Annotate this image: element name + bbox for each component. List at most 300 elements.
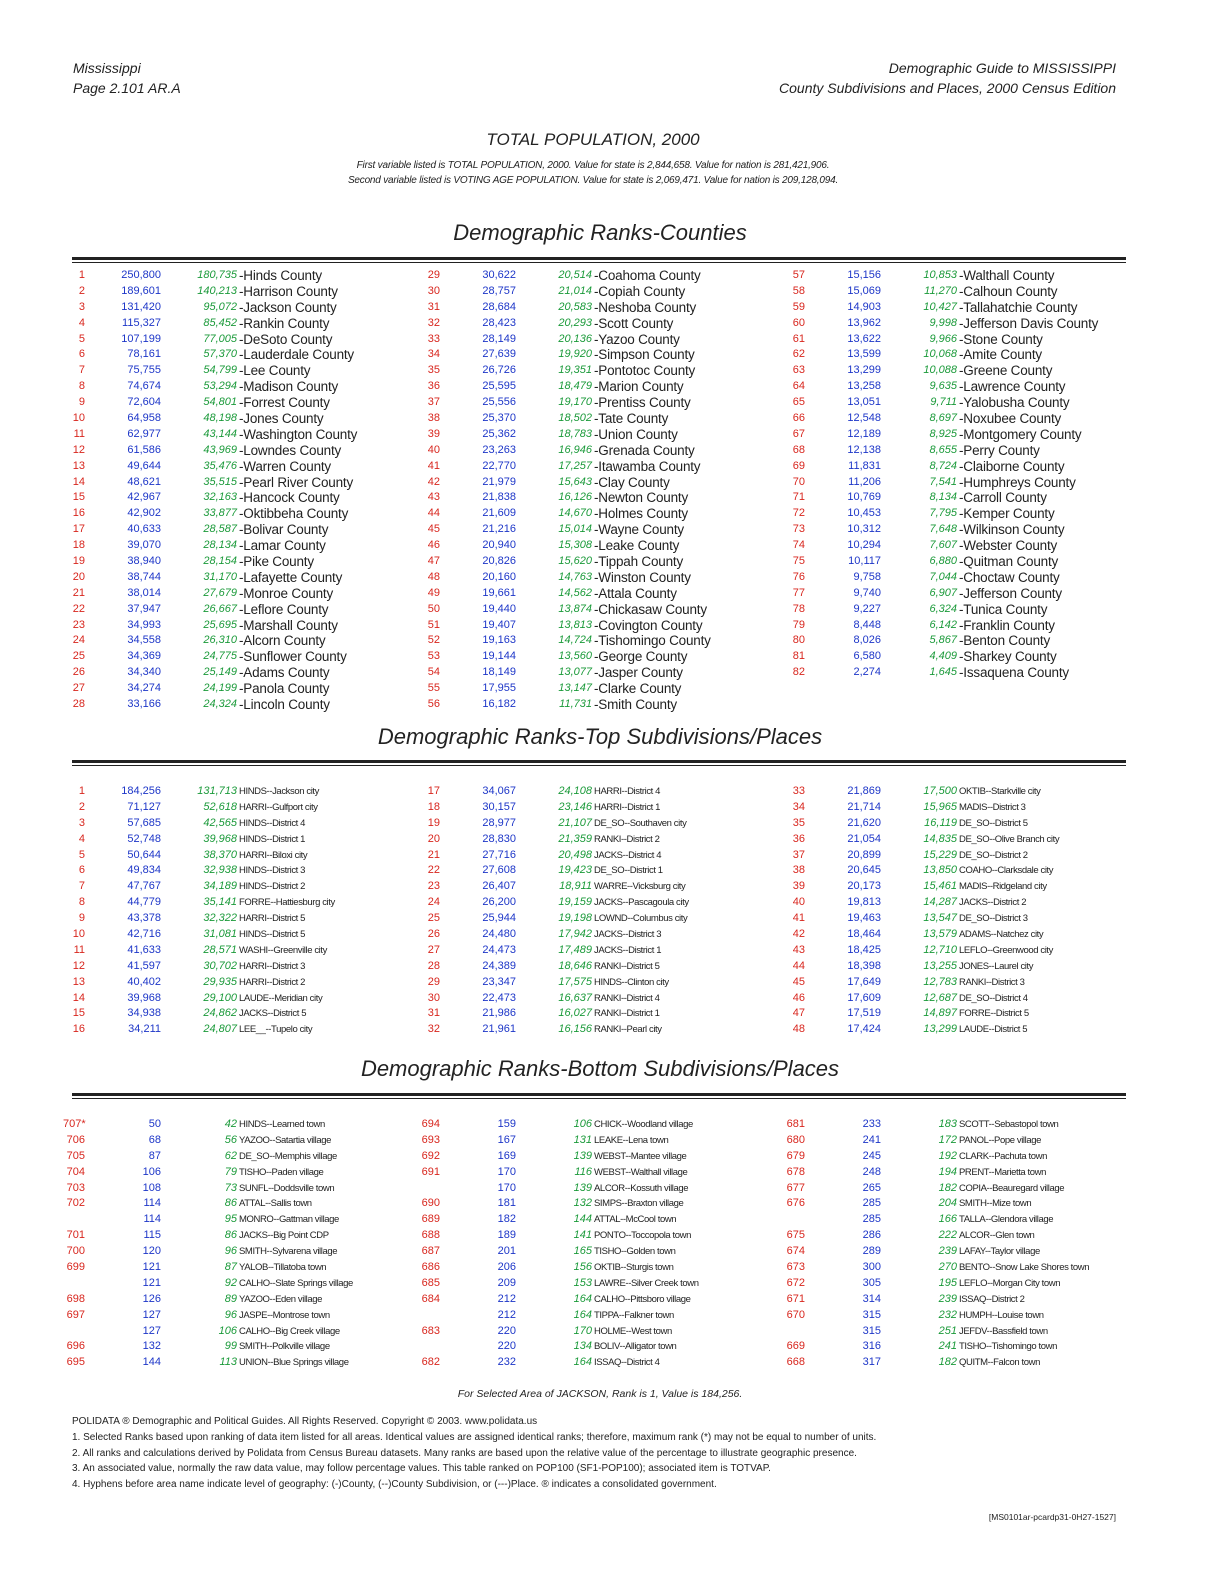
rank: 5 xyxy=(78,332,85,345)
area-name: -Tippah County xyxy=(594,554,683,570)
area-name: -Lawrence County xyxy=(959,379,1066,395)
rank: 77 xyxy=(792,586,805,599)
total-population: 115,327 xyxy=(122,316,161,329)
rank: 707* xyxy=(63,1118,86,1130)
area-name: HINDS--District 4 xyxy=(239,817,306,829)
voting-age-population: 204 xyxy=(938,1197,957,1210)
area-name: -Newton County xyxy=(594,490,688,506)
voting-age-population: 16,156 xyxy=(558,1023,592,1036)
area-name: PRENT--Marietta town xyxy=(959,1166,1047,1178)
rank: 12 xyxy=(72,443,85,456)
total-population: 182 xyxy=(497,1213,516,1226)
rank: 35 xyxy=(792,816,805,829)
total-population: 8,026 xyxy=(853,634,881,647)
voting-age-population: 166 xyxy=(938,1213,957,1226)
area-name: ISSAQ--District 4 xyxy=(594,1357,660,1369)
footer-line: 3. An associated value, normally the raw data value, may follow percentage values. This table ranked on POP100 (SF1-POP100); associated item is TOTVAP. xyxy=(72,1463,771,1475)
voting-age-population: 13,547 xyxy=(923,912,957,925)
voting-age-population: 39,968 xyxy=(203,832,237,845)
area-name: -Sunflower County xyxy=(239,649,347,665)
area-name: -Union County xyxy=(594,426,678,442)
voting-age-population: 29,100 xyxy=(203,991,237,1004)
area-name: -Grenada County xyxy=(594,442,695,458)
rank: 23 xyxy=(427,880,440,893)
rank: 68 xyxy=(792,443,805,456)
rank: 74 xyxy=(792,539,805,552)
area-name: -Rankin County xyxy=(239,315,330,331)
area-name: DE_SO--Southaven city xyxy=(594,817,687,829)
rank: 680 xyxy=(786,1133,805,1146)
total-population: 286 xyxy=(862,1229,881,1242)
total-population: 189 xyxy=(497,1229,516,1242)
rank: 25 xyxy=(427,912,440,925)
voting-age-population: 16,119 xyxy=(924,816,957,829)
total-population: 265 xyxy=(862,1181,881,1194)
voting-age-population: 19,351 xyxy=(558,364,592,377)
rank: 73 xyxy=(792,523,805,536)
voting-age-population: 17,575 xyxy=(558,975,592,988)
rank: 700 xyxy=(66,1245,85,1258)
area-name: CALHO--Big Creek village xyxy=(239,1325,340,1337)
rank: 692 xyxy=(421,1149,440,1162)
voting-age-population: 21,359 xyxy=(558,832,592,845)
total-population: 9,227 xyxy=(853,602,881,615)
voting-age-population: 14,897 xyxy=(923,1007,957,1020)
voting-age-population: 33,877 xyxy=(203,507,237,520)
voting-age-population: 30,702 xyxy=(203,959,237,972)
total-population: 169 xyxy=(497,1149,516,1162)
area-name: MONRO--Gattman village xyxy=(239,1214,339,1226)
rank: 10 xyxy=(72,928,85,941)
voting-age-population: 13,813 xyxy=(558,618,592,631)
area-name: -Lafayette County xyxy=(239,569,343,585)
rank: 14 xyxy=(72,475,85,488)
total-population: 26,200 xyxy=(482,896,516,909)
area-name: HINDS--Clinton city xyxy=(594,976,669,988)
rank: 18 xyxy=(72,539,85,552)
total-population: 13,258 xyxy=(847,380,881,393)
rank: 27 xyxy=(72,682,85,695)
area-name: COAHO--Clarksdale city xyxy=(959,865,1054,877)
voting-age-population: 21,014 xyxy=(558,284,592,297)
rank: 22 xyxy=(427,864,440,877)
rank: 71 xyxy=(792,491,805,504)
rank: 702 xyxy=(66,1197,85,1210)
voting-age-population: 35,515 xyxy=(203,475,237,488)
rank: 30 xyxy=(427,991,440,1004)
rank: 34 xyxy=(792,800,805,813)
total-population: 75,755 xyxy=(127,364,161,377)
voting-age-population: 8,697 xyxy=(929,412,957,425)
total-population: 21,961 xyxy=(482,1023,516,1036)
area-name: -George County xyxy=(594,649,688,665)
total-population: 78,161 xyxy=(127,348,161,361)
rank: 22 xyxy=(72,602,85,615)
rank: 681 xyxy=(786,1118,805,1130)
rank: 704 xyxy=(66,1165,85,1178)
rank: 689 xyxy=(421,1213,440,1226)
total-population: 42,902 xyxy=(127,507,161,520)
area-name: BOLIV--Alligator town xyxy=(594,1341,677,1353)
voting-age-population: 24,807 xyxy=(203,1023,237,1036)
total-population: 170 xyxy=(497,1181,516,1194)
total-population: 22,473 xyxy=(482,991,516,1004)
total-population: 233 xyxy=(862,1118,881,1130)
area-name: JACKS--Pascagoula city xyxy=(594,897,689,909)
rank: 25 xyxy=(72,650,85,663)
page-number: Page 2.101 AR.A xyxy=(73,80,181,96)
voting-age-population: 20,514 xyxy=(558,269,592,281)
total-population: 11,831 xyxy=(848,459,881,472)
total-population: 52,748 xyxy=(127,832,161,845)
area-name: LAFAY--Taylor village xyxy=(959,1246,1040,1258)
area-name: ISSAQ--District 2 xyxy=(959,1293,1025,1305)
rank: 33 xyxy=(792,785,805,797)
rank: 39 xyxy=(792,880,805,893)
area-name: HARRI--District 5 xyxy=(239,913,306,925)
area-name: -Jasper County xyxy=(594,665,683,681)
area-name: -Carroll County xyxy=(959,490,1047,506)
area-name: -Chickasaw County xyxy=(594,601,707,617)
total-population: 16,182 xyxy=(482,698,516,711)
rank: 3 xyxy=(78,300,85,313)
total-population: 42,967 xyxy=(127,491,161,504)
footer-notes xyxy=(72,1414,876,1493)
area-name: WEBST--Mantee village xyxy=(594,1150,687,1162)
total-population: 19,440 xyxy=(482,602,516,615)
total-population: 27,716 xyxy=(482,848,516,861)
total-population: 18,425 xyxy=(847,943,881,956)
total-population: 6,580 xyxy=(853,650,881,663)
rank: 26 xyxy=(427,928,440,941)
area-name: JONES--Laurel city xyxy=(959,960,1034,972)
voting-age-population: 48,198 xyxy=(203,412,237,425)
rank: 701 xyxy=(66,1229,85,1242)
rank: 70 xyxy=(792,475,805,488)
voting-age-population: 96 xyxy=(224,1308,237,1321)
rank: 82 xyxy=(792,666,805,679)
rank: 693 xyxy=(421,1133,440,1146)
area-name: JEFDV--Bassfield town xyxy=(959,1325,1048,1337)
rank: 9 xyxy=(78,912,85,925)
rank: 31 xyxy=(427,300,440,313)
voting-age-population: 13,299 xyxy=(923,1023,957,1036)
rank: 674 xyxy=(786,1245,805,1258)
voting-age-population: 7,795 xyxy=(929,507,957,520)
total-population: 212 xyxy=(497,1292,516,1305)
guide-title: Demographic Guide to MISSISSIPPI xyxy=(888,60,1116,76)
area-name: -Webster County xyxy=(959,538,1058,554)
total-population: 17,955 xyxy=(482,682,516,695)
area-name: RANKI--District 3 xyxy=(959,976,1025,988)
area-name: -Covington County xyxy=(594,617,703,633)
voting-age-population: 15,965 xyxy=(923,800,957,813)
total-population: 144 xyxy=(142,1356,161,1369)
total-population: 14,903 xyxy=(847,300,881,313)
area-name: SCOTT--Sebastopol town xyxy=(959,1119,1059,1130)
voting-age-population: 20,293 xyxy=(558,316,592,329)
voting-age-population: 18,783 xyxy=(558,427,592,440)
rank: 50 xyxy=(427,602,440,615)
area-name: SMITH--Mize town xyxy=(959,1198,1032,1210)
voting-age-population: 11,270 xyxy=(924,284,957,297)
total-population: 41,633 xyxy=(127,943,161,956)
voting-age-population: 144 xyxy=(573,1213,592,1226)
total-population: 114 xyxy=(143,1197,161,1210)
total-population: 18,149 xyxy=(482,666,516,679)
voting-age-population: 6,142 xyxy=(929,618,957,631)
rank: 43 xyxy=(792,943,805,956)
total-population: 30,622 xyxy=(482,269,516,281)
area-name: FORRE--District 5 xyxy=(959,1008,1029,1020)
voting-age-population: 195 xyxy=(938,1276,957,1289)
voting-age-population: 16,126 xyxy=(558,491,592,504)
area-name: -Oktibbeha County xyxy=(239,506,349,522)
area-name: -Tishomingo County xyxy=(594,633,711,649)
rank: 57 xyxy=(792,269,805,281)
voting-age-population: 183 xyxy=(938,1118,957,1130)
area-name: -Jackson County xyxy=(239,299,337,315)
total-population: 21,054 xyxy=(847,832,881,845)
total-population: 250,800 xyxy=(121,269,161,281)
voting-age-population: 15,308 xyxy=(558,539,592,552)
area-name: -Winston County xyxy=(594,569,691,585)
total-population: 48,621 xyxy=(127,475,161,488)
area-name: TALLA--Glendora village xyxy=(959,1214,1054,1226)
total-population: 13,051 xyxy=(847,396,881,409)
voting-age-population: 9,998 xyxy=(929,316,957,329)
area-name: WEBST--Walthall village xyxy=(594,1166,688,1178)
area-name: PONTO--Toccopola town xyxy=(594,1230,692,1242)
voting-age-population: 79 xyxy=(224,1165,237,1178)
area-name: RANKI--District 5 xyxy=(594,960,660,972)
voting-age-population: 17,942 xyxy=(558,928,592,941)
voting-age-population: 239 xyxy=(938,1245,957,1258)
total-population: 38,940 xyxy=(127,555,161,568)
area-name: HUMPH--Louise town xyxy=(959,1309,1044,1321)
voting-age-population: 18,502 xyxy=(558,412,592,425)
page-title: TOTAL POPULATION, 2000 xyxy=(486,130,700,149)
rank: 21 xyxy=(427,848,440,861)
total-population: 9,758 xyxy=(853,570,881,583)
total-population: 8,448 xyxy=(853,618,881,631)
rank: 7 xyxy=(78,364,85,377)
total-population: 10,294 xyxy=(847,539,881,552)
rank: 2 xyxy=(78,800,85,813)
rank: 14 xyxy=(72,991,85,1004)
total-population: 21,714 xyxy=(847,800,881,813)
total-population: 49,644 xyxy=(127,459,161,472)
section-title-bottom: Demographic Ranks-Bottom Subdivisions/Places xyxy=(360,1056,840,1081)
total-population: 21,869 xyxy=(847,785,881,797)
voting-age-population: 38,370 xyxy=(203,848,237,861)
area-name: HINDS--Jackson city xyxy=(239,786,320,797)
total-population: 121 xyxy=(142,1261,161,1274)
total-population: 64,958 xyxy=(127,412,161,425)
voting-age-population: 182 xyxy=(938,1356,957,1369)
rank: 685 xyxy=(421,1276,440,1289)
rank: 682 xyxy=(421,1356,440,1369)
voting-age-population: 24,862 xyxy=(203,1007,237,1020)
rank: 672 xyxy=(786,1276,805,1289)
rank: 60 xyxy=(792,316,805,329)
voting-age-population: 7,648 xyxy=(929,523,957,536)
section-rule xyxy=(72,760,1126,766)
footer-line: 1. Selected Ranks based upon ranking of data item listed for all areas. Identical values are assigned identical ranks; therefore, maximum rank (*) may not be equal to number of units. xyxy=(72,1431,877,1443)
total-population: 167 xyxy=(497,1133,516,1146)
voting-age-population: 182 xyxy=(938,1181,957,1194)
voting-age-population: 14,287 xyxy=(923,896,957,909)
total-population: 39,968 xyxy=(127,991,161,1004)
rank: 65 xyxy=(792,396,805,409)
total-population: 20,826 xyxy=(482,555,516,568)
voting-age-population: 12,783 xyxy=(923,975,957,988)
total-population: 34,993 xyxy=(127,618,161,631)
voting-age-population: 131,713 xyxy=(197,785,237,797)
rank: 17 xyxy=(72,523,85,536)
area-name: -Panola County xyxy=(239,681,330,697)
total-population: 285 xyxy=(862,1197,881,1210)
voting-age-population: 164 xyxy=(573,1308,592,1321)
rank: 32 xyxy=(427,316,440,329)
rank: 688 xyxy=(421,1229,440,1242)
total-population: 248 xyxy=(862,1165,881,1178)
area-name: JACKS--District 2 xyxy=(959,897,1027,909)
total-population: 15,069 xyxy=(847,284,881,297)
total-population: 25,944 xyxy=(482,912,516,925)
rank: 686 xyxy=(421,1261,440,1274)
area-name: -Clay County xyxy=(594,474,670,490)
area-name: -Tate County xyxy=(594,411,669,427)
total-population: 26,407 xyxy=(482,880,516,893)
total-population: 17,519 xyxy=(847,1007,881,1020)
rank: 8 xyxy=(78,380,85,393)
area-name: RANKI--District 4 xyxy=(594,992,660,1004)
rank: 19 xyxy=(72,555,85,568)
voting-age-population: 6,324 xyxy=(929,602,957,615)
area-name: LOWND--Columbus city xyxy=(594,913,688,925)
total-population: 305 xyxy=(862,1276,881,1289)
voting-age-population: 92 xyxy=(224,1276,237,1289)
voting-age-population: 10,853 xyxy=(923,269,957,281)
rank: 78 xyxy=(792,602,805,615)
total-population: 18,398 xyxy=(847,959,881,972)
rank: 33 xyxy=(427,332,440,345)
total-population: 25,556 xyxy=(482,396,516,409)
voting-age-population: 32,322 xyxy=(203,912,237,925)
rank: 81 xyxy=(792,650,805,663)
rank: 16 xyxy=(72,1023,85,1036)
voting-age-population: 8,134 xyxy=(929,491,957,504)
voting-age-population: 251 xyxy=(938,1324,957,1337)
area-name: -Choctaw County xyxy=(959,569,1060,585)
total-population: 17,424 xyxy=(847,1023,881,1036)
area-name: CALHO--Slate Springs village xyxy=(239,1277,353,1289)
voting-age-population: 1,645 xyxy=(929,666,957,679)
area-name: JACKS--District 5 xyxy=(239,1008,307,1020)
voting-age-population: 42,565 xyxy=(203,816,237,829)
total-population: 9,740 xyxy=(853,586,881,599)
total-population: 10,117 xyxy=(848,555,881,568)
total-population: 39,070 xyxy=(127,539,161,552)
area-name: HINDS--Learned town xyxy=(239,1119,325,1130)
document-code: [MS0101ar-pcardp31-0H27-1527] xyxy=(988,1512,1116,1522)
total-population: 28,684 xyxy=(482,300,516,313)
rank: 699 xyxy=(66,1261,85,1274)
variable-note-2: Second variable listed is VOTING AGE POPULATION. Value for state is 2,069,471. Value for nation is 209,128,094. xyxy=(347,175,839,186)
voting-age-population: 53,294 xyxy=(203,380,237,393)
rank: 7 xyxy=(78,880,85,893)
rank: 32 xyxy=(427,1023,440,1036)
total-population: 17,609 xyxy=(847,991,881,1004)
total-population: 17,649 xyxy=(847,975,881,988)
rank: 41 xyxy=(792,912,805,925)
variable-note-1: First variable listed is TOTAL POPULATION, 2000. Value for state is 2,844,658. Value for nation is 281,421,906. xyxy=(356,160,830,171)
rank: 698 xyxy=(66,1292,85,1305)
area-name: -Jefferson Davis County xyxy=(959,315,1099,331)
total-population: 21,979 xyxy=(482,475,516,488)
total-population: 21,609 xyxy=(482,507,516,520)
area-name: RANKI--District 2 xyxy=(594,833,660,845)
voting-age-population: 19,170 xyxy=(558,396,592,409)
voting-age-population: 165 xyxy=(573,1245,592,1258)
total-population: 41,597 xyxy=(127,959,161,972)
area-name: JACKS--Big Point CDP xyxy=(239,1230,329,1242)
rank: 36 xyxy=(427,380,440,393)
voting-age-population: 16,637 xyxy=(558,991,592,1004)
area-name: -Issaquena County xyxy=(959,665,1069,681)
total-population: 20,899 xyxy=(847,848,881,861)
total-population: 25,595 xyxy=(482,380,516,393)
total-population: 57,685 xyxy=(127,816,161,829)
voting-age-population: 9,635 xyxy=(929,380,957,393)
area-name: COPIA--Beauregard village xyxy=(959,1182,1065,1194)
rank: 671 xyxy=(786,1292,805,1305)
rank: 678 xyxy=(786,1165,805,1178)
total-population: 285 xyxy=(862,1213,881,1226)
area-name: -Warren County xyxy=(239,458,331,474)
area-name: HINDS--District 5 xyxy=(239,929,306,941)
voting-age-population: 270 xyxy=(938,1261,957,1274)
voting-age-population: 6,907 xyxy=(929,586,957,599)
area-name: HINDS--District 2 xyxy=(239,881,306,893)
footer-line: 4. Hyphens before area name indicate level of geography: (-)County, (--)County Subdivision, or (---)Place. ® indicates a consolidated government. xyxy=(72,1479,717,1491)
rank: 4 xyxy=(78,316,85,329)
voting-age-population: 222 xyxy=(938,1229,957,1242)
area-name: -Yalobusha County xyxy=(959,395,1070,411)
section-title-counties: Demographic Ranks-Counties xyxy=(453,220,747,245)
total-population: 21,986 xyxy=(482,1007,516,1020)
voting-age-population: 89 xyxy=(224,1292,237,1305)
voting-age-population: 54,799 xyxy=(203,364,237,377)
voting-age-population: 13,255 xyxy=(923,959,957,972)
total-population: 24,389 xyxy=(482,959,516,972)
voting-age-population: 52,618 xyxy=(203,800,237,813)
area-name: ALCOR--Kossuth village xyxy=(594,1182,689,1194)
rank: 16 xyxy=(72,507,85,520)
area-name: -Claiborne County xyxy=(959,458,1065,474)
voting-age-population: 141 xyxy=(573,1229,592,1242)
total-population: 107,199 xyxy=(121,332,161,345)
total-population: 37,947 xyxy=(127,602,161,615)
rank: 42 xyxy=(792,928,805,941)
area-name: SMITH--Sylvarena village xyxy=(239,1246,338,1258)
total-population: 72,604 xyxy=(127,396,161,409)
total-population: 44,779 xyxy=(127,896,161,909)
rank: 694 xyxy=(421,1118,440,1130)
area-name: TISHO--Golden town xyxy=(594,1246,676,1258)
total-population: 315 xyxy=(862,1308,881,1321)
